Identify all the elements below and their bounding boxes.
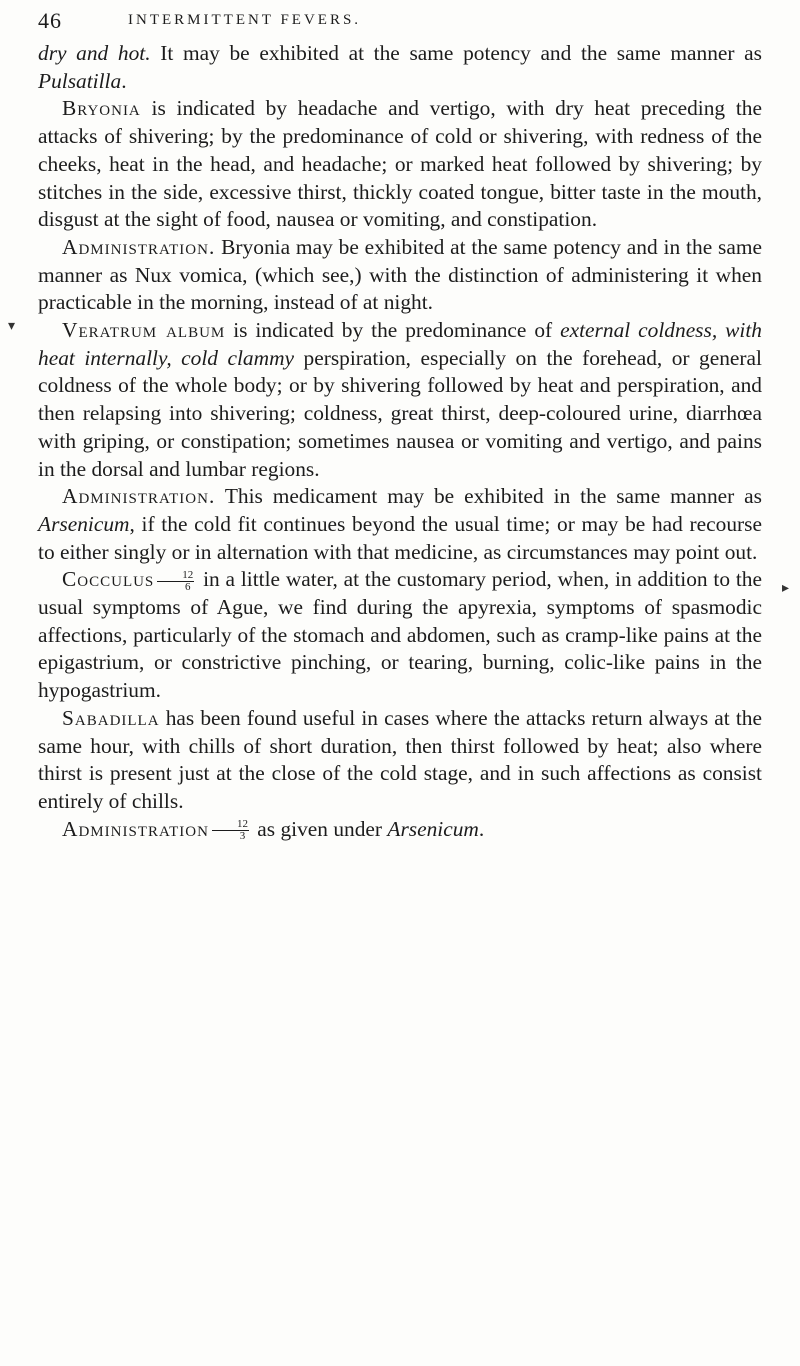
paragraph-administration-veratrum: [38, 483, 762, 566]
administration-heading: Administration.: [62, 234, 216, 259]
fraction-denominator: 6: [185, 580, 191, 593]
paragraph-sabadilla: [38, 705, 762, 816]
paragraph-text: is indicated by the predominance of: [225, 318, 561, 343]
administration-heading: Administration: [62, 816, 209, 841]
margin-mark-right: ▸: [782, 581, 790, 596]
dose-fraction: [212, 819, 249, 842]
fraction-denominator: 3: [239, 830, 246, 843]
remedy-heading: Bryonia: [62, 96, 141, 121]
paragraph-text: This medicament may be exhibited in the same manner as: [215, 484, 762, 509]
paragraph-administration-sabadilla: [38, 816, 762, 844]
italic-phrase: external coldness, with heat internally, cold clammy: [38, 318, 762, 370]
paragraph-text: It may be exhibited at the same potency and the same manner as: [150, 41, 762, 65]
paragraph-administration-bryonia: [38, 234, 762, 317]
running-head: INTERMITTENT FEVERS.: [128, 12, 362, 28]
remedy-heading: Cocculus: [62, 567, 155, 592]
paragraph-cocculus: [38, 566, 762, 705]
administration-heading: Administration.: [62, 484, 216, 509]
paragraph-bryonia: [38, 95, 762, 234]
italic-phrase: dry and hot.: [38, 41, 151, 65]
dose-fraction: [157, 570, 194, 593]
remedy-heading: Sabadilla: [62, 705, 160, 730]
paragraph-pulsatilla-continuation: [38, 40, 762, 95]
paragraph-text: Bryonia may be exhibited at the same potency and in the same manner as Nux vomica, (which see,) with the distinction of administering it when practicable in the morning, instead of at night.: [38, 234, 762, 315]
paragraph-text: is indicated by headache and vertigo, with dry heat preceding the attacks of shivering; by the predominance of cold or shivering, with redness of the cheeks, heat in the head, and headache; or marked heat followed by shivering; by stitches in the side, excessive thirst, thickly coated tongue, bitter taste in the mouth, disgust at the sight of food, nausea or vomiting, and constipation.: [38, 96, 762, 232]
fraction-numerator: 12: [212, 819, 249, 831]
paragraph-text: as given under: [251, 816, 388, 841]
body-text: [38, 40, 762, 843]
remedy-name-italic: Pulsatilla: [38, 68, 122, 93]
page-number: 46: [38, 8, 62, 33]
paragraph-text: .: [478, 816, 485, 841]
paragraph-veratrum: [38, 317, 762, 483]
remedy-heading: Veratrum album: [62, 318, 226, 343]
paragraph-text: .: [121, 68, 127, 93]
page-header: [38, 4, 758, 38]
paragraph-text: perspiration, especially on the forehead, or general coldness of the whole body; or by shivering followed by heat and perspiration, and then relapsing into shivering; coldness, great thirst, deep-coloured urine, diarrhœa with griping, or constipation; sometimes nausea or vomiting and vertigo, and pains in the dorsal and lumbar regions.: [38, 345, 762, 481]
remedy-name-italic: Arsenicum: [38, 511, 130, 536]
paragraph-text: , if the cold fit continues beyond the usual time; or may be had recourse to either singly or in alternation with that medicine, as circumstances may point out.: [38, 511, 762, 564]
remedy-name-italic: Arsenicum: [387, 816, 479, 841]
paragraph-text: in a little water, at the customary period, when, in addition to the usual symptoms of Ague, we find during the apyrexia, symptoms of spasmodic affections, particularly of the stomach and abdomen, such as cramp-like pains at the epigastrium, or constrictive pinching, or tearing, burning, colic-like pains in the hypogastrium.: [38, 567, 762, 703]
paragraph-text: has been found useful in cases where the attacks return always at the same hour, with chills of short duration, then thirst followed by heat; also where thirst is present just at the close of the cold stage, and in such affections as consist entirely of chills.: [38, 705, 762, 813]
fraction-numerator: 12: [157, 570, 194, 582]
margin-mark-left: ▾: [8, 319, 16, 334]
